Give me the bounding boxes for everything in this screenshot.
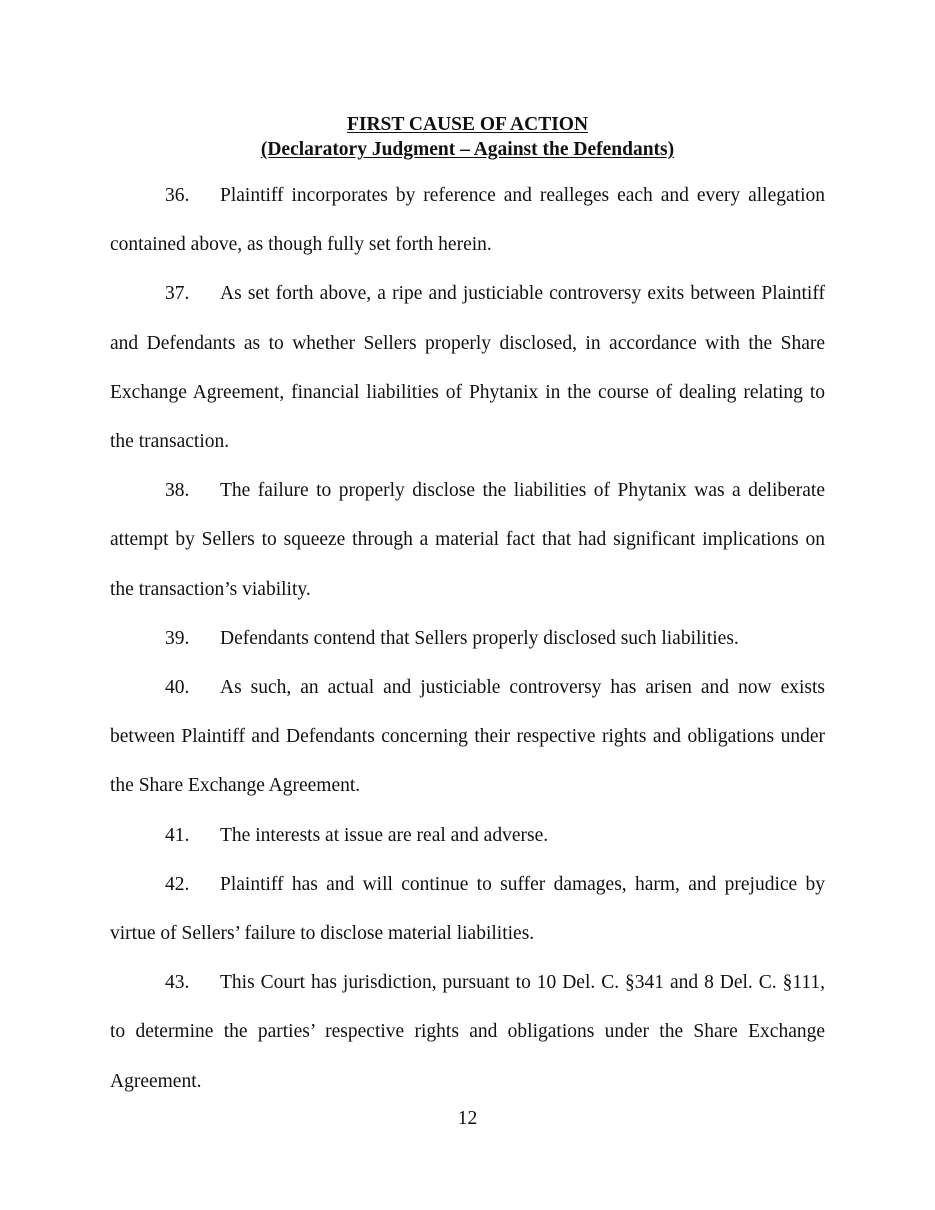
paragraph-number: 39. <box>165 627 190 649</box>
paragraph-42 <box>110 860 825 958</box>
paragraph-text: As such, an actual and justiciable controversy has arisen and now exists between Plaintiff and Defendants concerning their respective rights and obligations under the Share Exchange Agreement. <box>110 677 825 797</box>
paragraph-37 <box>110 269 825 466</box>
document-body <box>110 171 825 1106</box>
paragraph-39 <box>110 614 825 663</box>
page-number: 12 <box>457 1108 478 1129</box>
section-subtitle: (Declaratory Judgment – Against the Defendants) <box>260 139 675 160</box>
paragraph-text: Defendants contend that Sellers properly disclosed such liabilities. <box>220 627 739 649</box>
paragraph-41 <box>110 811 825 860</box>
paragraph-text: As set forth above, a ripe and justiciable controversy exits between Plaintiff and Defendants as to whether Sellers properly disclosed, in accordance with the Share Exchange Agreement, financial liabilities of Phytanix in the course of dealing relating to the transaction. <box>110 283 825 453</box>
paragraph-36 <box>110 171 825 269</box>
paragraph-text: Plaintiff has and will continue to suffer damages, harm, and prejudice by virtue of Sellers’ failure to disclose material liabilities. <box>110 873 825 945</box>
paragraph-text: Plaintiff incorporates by reference and realleges each and every allegation contained above, as though fully set forth herein. <box>110 185 825 256</box>
paragraph-number: 42. <box>165 873 190 895</box>
paragraph-number: 40. <box>165 677 190 699</box>
section-heading <box>0 112 935 137</box>
paragraph-number: 36. <box>165 185 190 206</box>
paragraph-text: This Court has jurisdiction, pursuant to 10 Del. C. §341 and 8 Del. C. §111, to determine the parties’ respective rights and obligations under the Share Exchange Agreement. <box>110 972 825 1092</box>
paragraph-43 <box>110 958 825 1106</box>
paragraph-40 <box>110 663 825 811</box>
paragraph-text: The failure to properly disclose the liabilities of Phytanix was a deliberate attempt by Sellers to squeeze through a material fact that had significant implications on the transaction’s viability. <box>110 480 825 600</box>
section-title: FIRST CAUSE OF ACTION <box>346 114 589 135</box>
paragraph-text: The interests at issue are real and adverse. <box>220 824 549 846</box>
section-subheading <box>0 137 935 162</box>
paragraph-number: 38. <box>165 480 190 502</box>
paragraph-38 <box>110 466 825 614</box>
paragraph-number: 41. <box>165 824 190 846</box>
paragraph-number: 43. <box>165 972 190 994</box>
paragraph-number: 37. <box>165 283 190 305</box>
